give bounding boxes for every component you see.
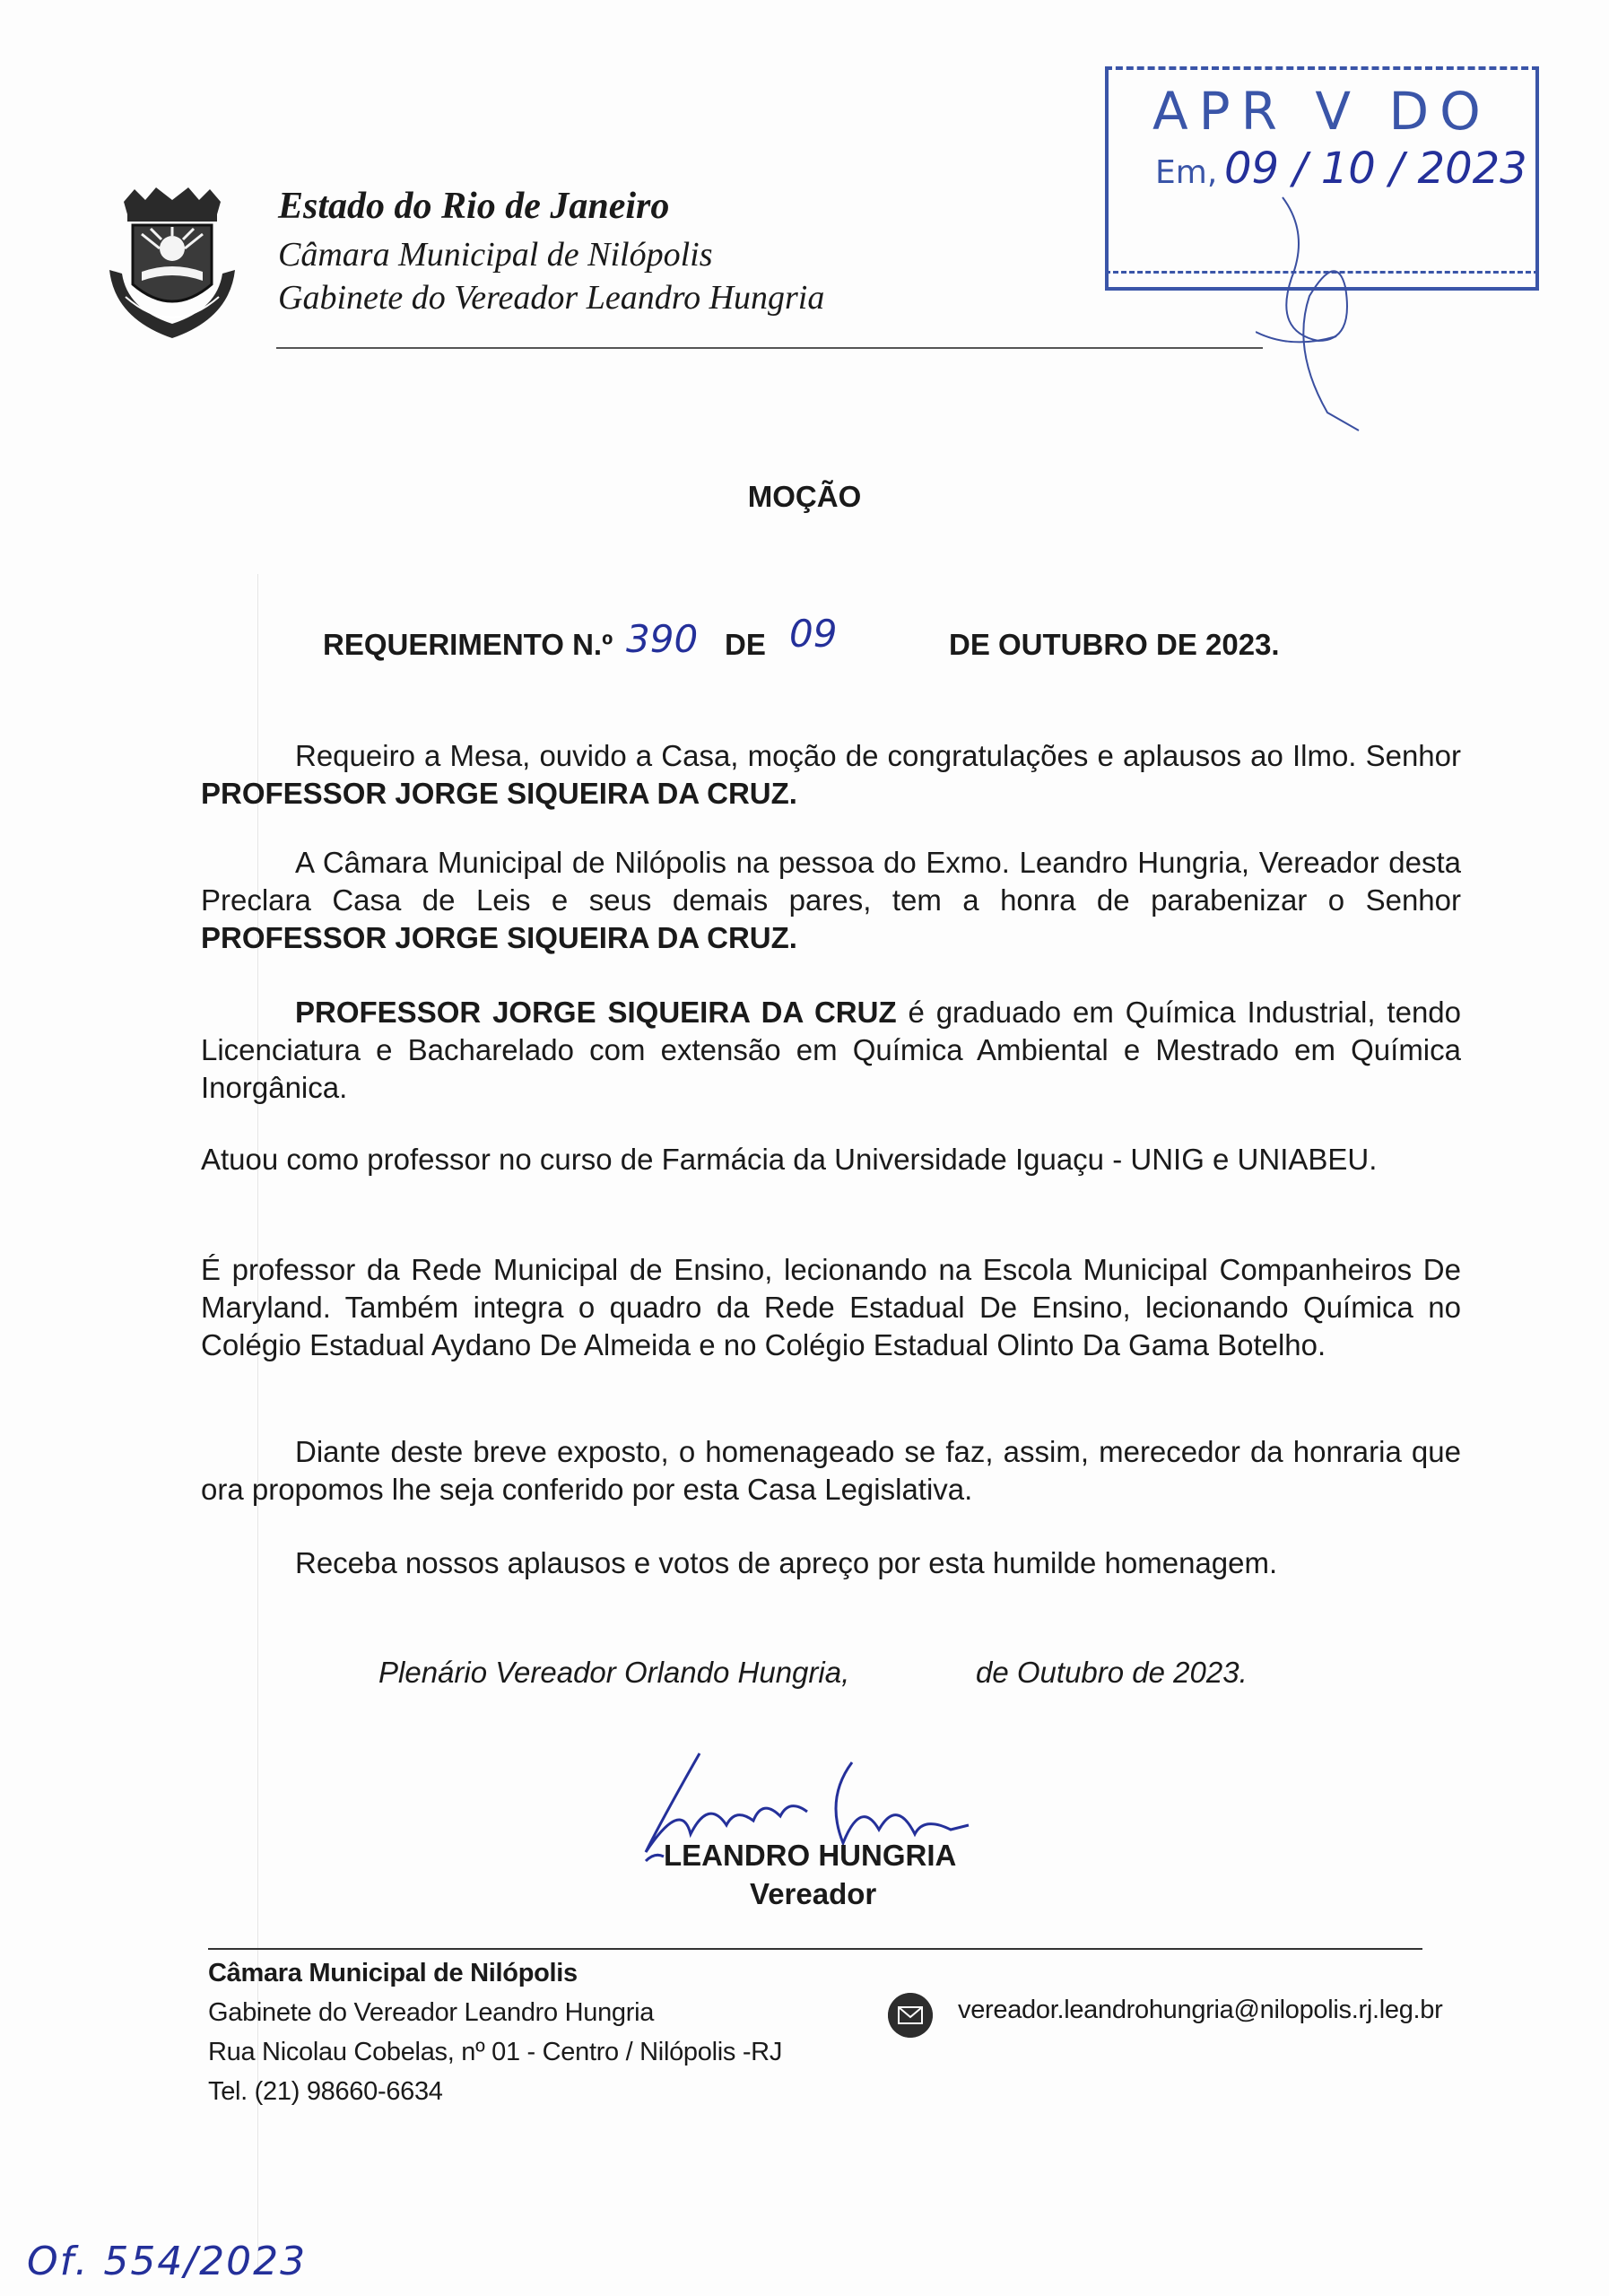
paragraph-5: É professor da Rede Municipal de Ensino, lecionando na Escola Municipal Companheiros De Maryland. Também integra o quadro da Rede Estadual De Ensino, lecionando Química no Colégio Estadual Aydano De Almeida e no Colégio Estadual Olinto Da Gama Botelho. <box>201 1253 1461 1361</box>
footer-phone: Tel. (21) 98660-6634 <box>208 2077 443 2106</box>
paragraph-1-text: Requeiro a Mesa, ouvido a Casa, moção de congratulações e aplausos ao Ilmo. Senhor <box>295 739 1461 772</box>
honoree-name: PROFESSOR JORGE SIQUEIRA DA CRUZ <box>201 777 789 810</box>
stamp-em-label: Em, <box>1155 154 1218 191</box>
stamp-approved-text: APR V DO <box>1152 81 1492 142</box>
paragraph-3 <box>201 994 1461 1107</box>
stamp-handwritten-date: 09 / 10 / 2023 <box>1224 144 1527 194</box>
closing-place: Plenário Vereador Orlando Hungria, <box>378 1656 850 1689</box>
footer-address: Rua Nicolau Cobelas, nº 01 - Centro / Nilópolis -RJ <box>208 2038 783 2066</box>
paragraph-2-text: A Câmara Municipal de Nilópolis na pessoa do Exmo. Leandro Hungria, Vereador desta Preclara Casa de Leis e seus demais pares, tem a honra de parabenizar o Senhor <box>201 846 1461 917</box>
request-prefix: REQUERIMENTO N.º <box>323 628 613 661</box>
signatory-name: LEANDRO HUNGRIA <box>664 1839 957 1872</box>
header-office: Gabinete do Vereador Leandro Hungria <box>278 279 825 317</box>
paragraph-7: Receba nossos aplausos e votos de apreço por esta humilde homenagem. <box>295 1546 1278 1579</box>
paragraph-2-end: . <box>788 921 797 954</box>
header-divider <box>276 347 1263 349</box>
footer-chamber: Câmara Municipal de Nilópolis <box>208 1959 578 1987</box>
honoree-name: PROFESSOR JORGE SIQUEIRA DA CRUZ <box>295 996 897 1029</box>
header-state: Estado do Rio de Janeiro <box>278 186 670 227</box>
document-title: MOÇÃO <box>747 480 862 513</box>
municipal-crest-icon <box>106 184 239 345</box>
signatory-role: Vereador <box>750 1877 877 1910</box>
paragraph-4: Atuou como professor no curso de Farmácia da Universidade Iguaçu - UNIG e UNIABEU. <box>201 1143 1378 1176</box>
stamp-initials-icon <box>1256 179 1390 439</box>
footer-divider <box>208 1948 1422 1950</box>
request-month-year: DE OUTUBRO DE 2023. <box>949 628 1280 661</box>
paragraph-1-end: . <box>788 777 797 810</box>
envelope-icon <box>888 1993 933 2038</box>
office-number-annotation: Of. 554/2023 <box>27 2239 308 2284</box>
request-number: 390 <box>626 617 699 661</box>
paragraph-3-text: é graduado em Química Industrial, tendo Licenciatura e Bacharelado com extensão em Química Ambiental e Mestrado em Química Inorgânica. <box>201 996 1461 1104</box>
paragraph-2 <box>201 844 1461 957</box>
footer-office: Gabinete do Vereador Leandro Hungria <box>208 1998 655 2027</box>
closing-date: de Outubro de 2023. <box>976 1656 1248 1689</box>
footer-email-link[interactable]: vereador.leandrohungria@nilopolis.rj.leg.br <box>958 1996 1443 2024</box>
request-day: 09 <box>789 612 838 656</box>
paragraph-6: Diante deste breve exposto, o homenageado se faz, assim, merecedor da honraria que ora propomos lhe seja conferido por esta Casa Legislativa. <box>201 1435 1461 1506</box>
request-of-label: DE <box>725 628 766 661</box>
header-chamber: Câmara Municipal de Nilópolis <box>278 236 713 274</box>
honoree-name: PROFESSOR JORGE SIQUEIRA DA CRUZ <box>201 921 789 954</box>
paragraph-1 <box>201 737 1461 813</box>
